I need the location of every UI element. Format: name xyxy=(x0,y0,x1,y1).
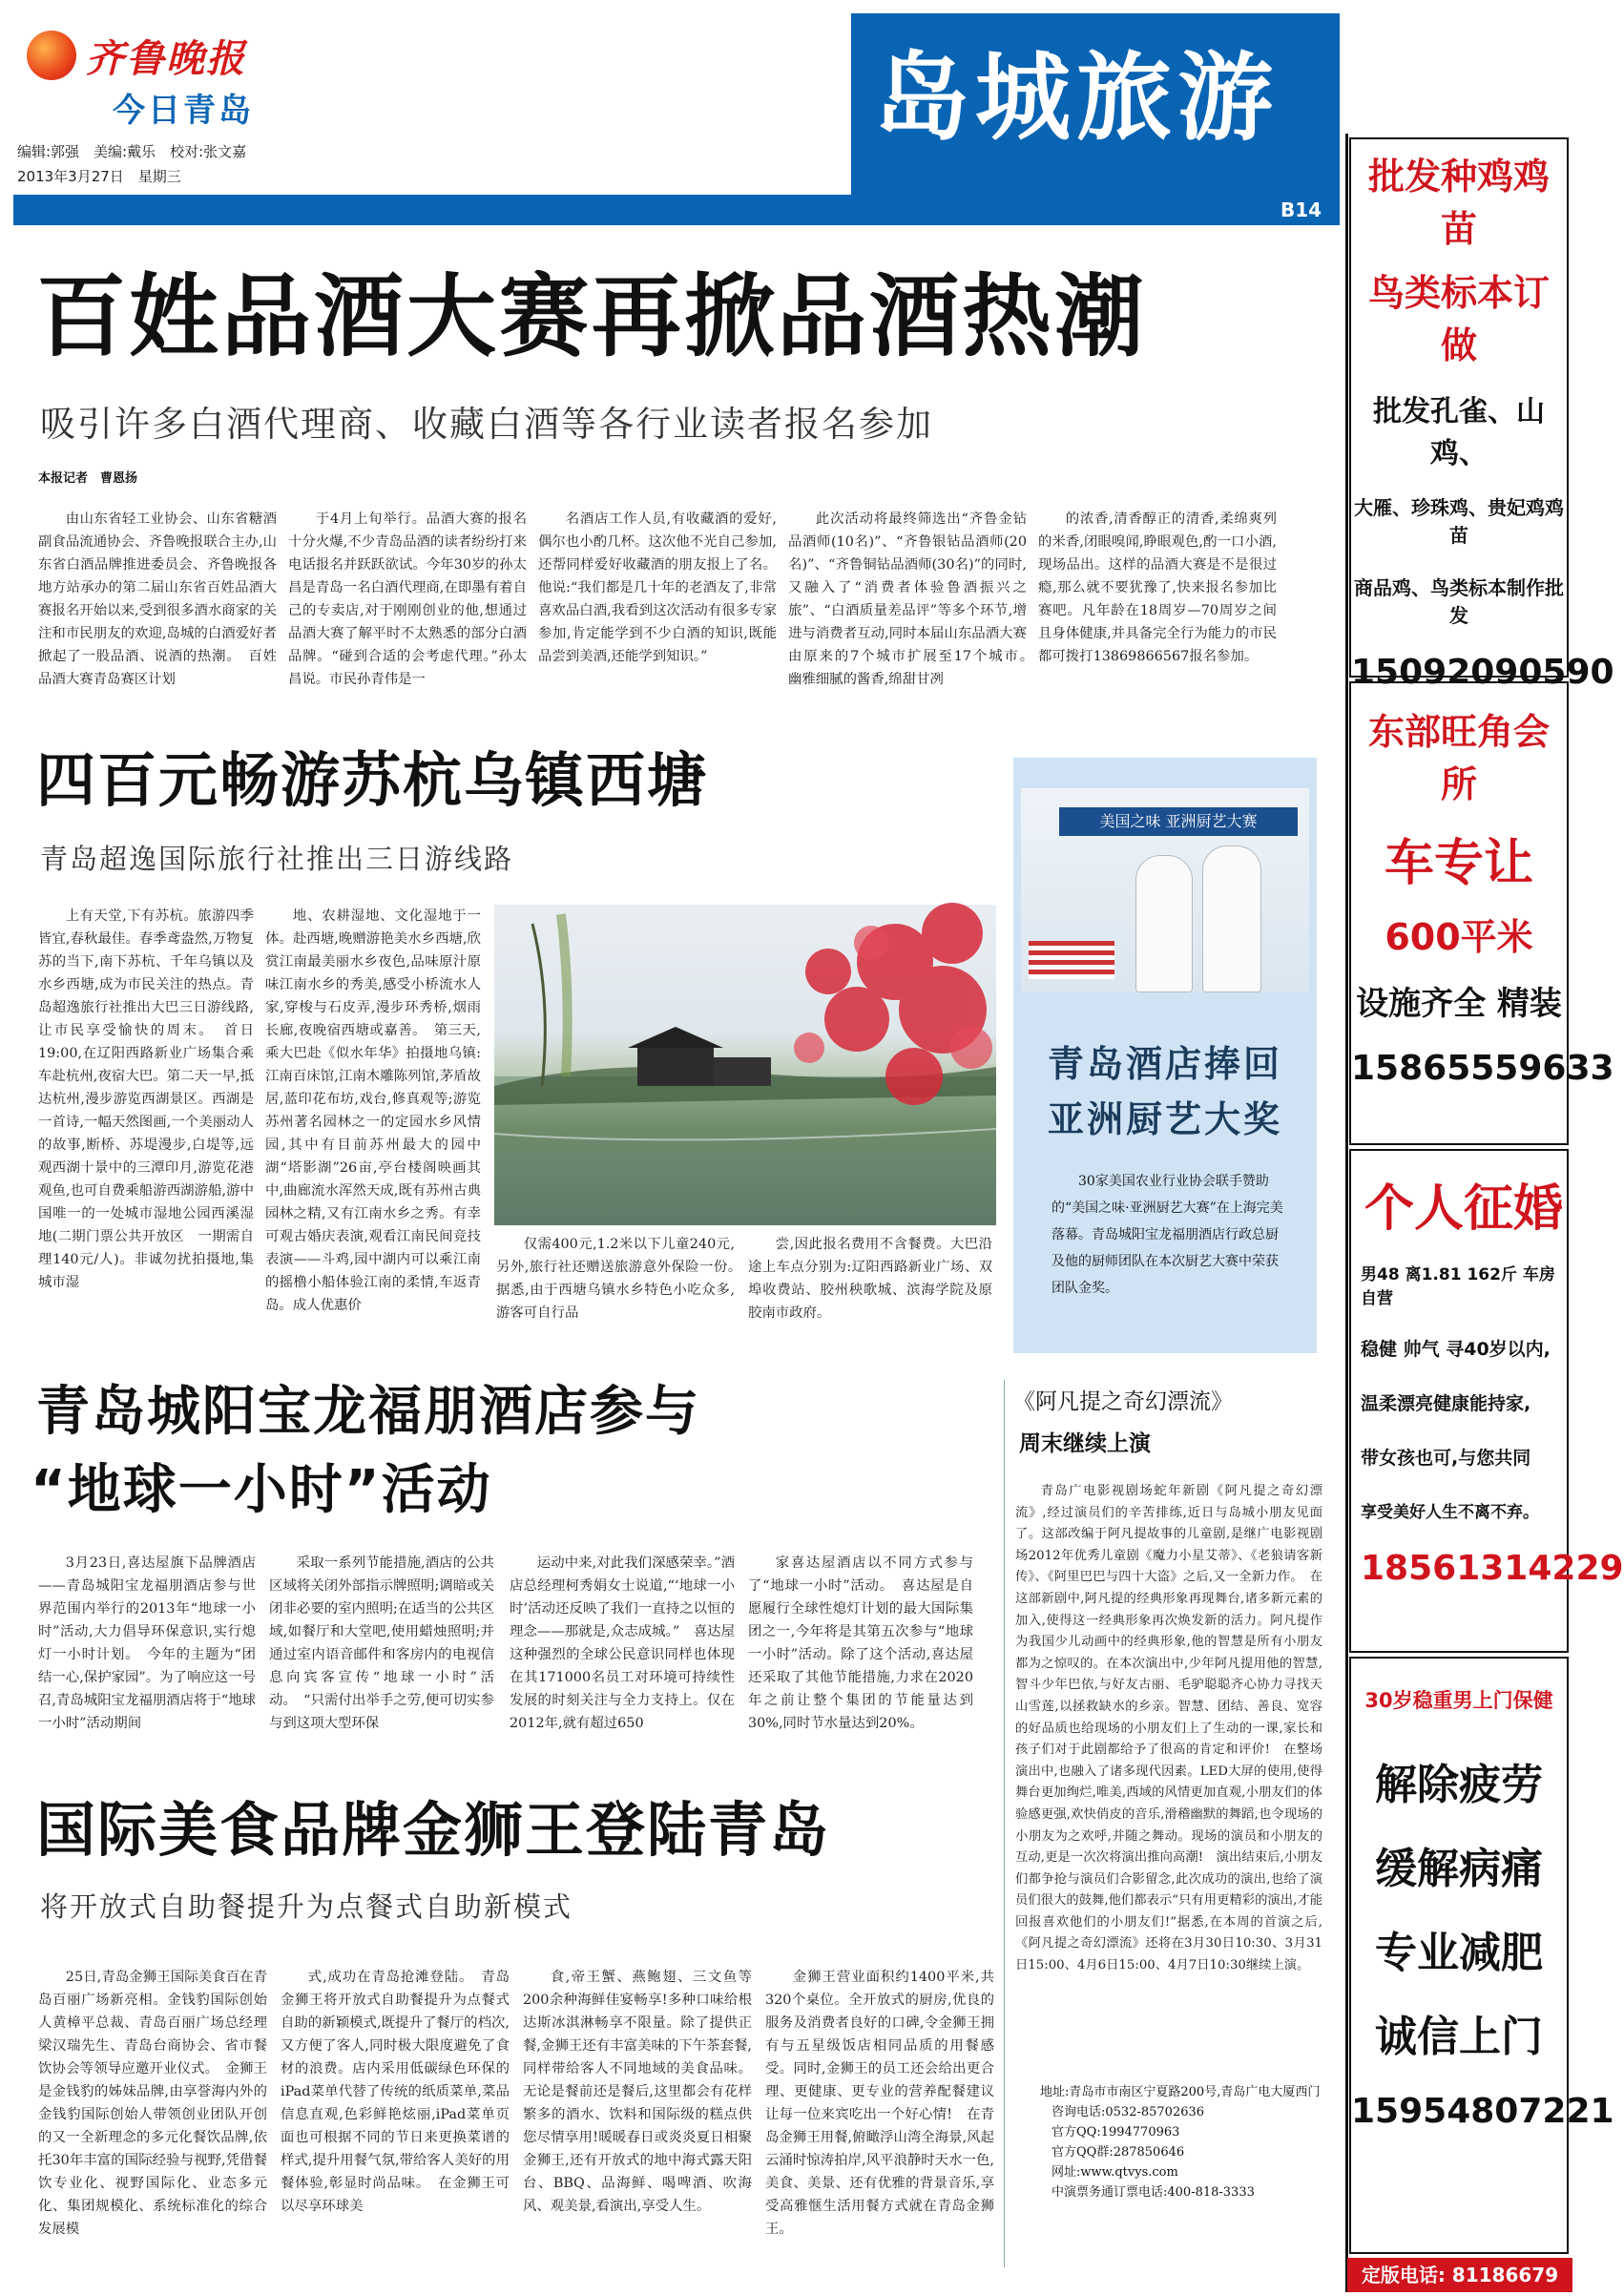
article2-col-3: 仅需400元,1.2米以下儿童240元,另外,旅行社还赠送旅游意外保险一份。 据悉,由于西塘乌镇水乡特色小吃众多,游客可自行品 xyxy=(496,1237,749,1321)
ad-matchmaking-phone: 18561314229 xyxy=(1361,1549,1624,1588)
info-qq: 官方QQ:1994770963 xyxy=(1051,2125,1180,2139)
article5-info xyxy=(1015,2082,1322,2202)
person-right xyxy=(1202,845,1261,992)
flag-stripes xyxy=(1029,941,1114,979)
article2-subheadline: 青岛超逸国际旅行社推出三日游线路 xyxy=(40,843,514,875)
garden-photo xyxy=(494,905,996,1225)
info-address: 地址:青岛市市南区宁夏路200号,青岛广电大厦西门 xyxy=(1040,2085,1321,2099)
ad-poultry-phone: 15092090590 xyxy=(1351,653,1614,692)
award-caption: 30家美国农业行业协会联手赞助的“美国之味·亚洲厨艺大赛”在上海完美落幕。青岛城阳宝龙福朋酒店行政总厨及他的厨师团队在本次厨艺大赛中荣获团队金奖。 xyxy=(1051,1174,1283,1296)
article1-byline: 本报记者 曹恩扬 xyxy=(38,471,138,486)
ad-clubhouse xyxy=(1349,681,1614,1145)
info-ticket-phone: 中演票务通订票电话:400-818-3333 xyxy=(1051,2185,1255,2200)
article1-col-4: 此次活动将最终筛选出“齐鲁金钻品酒师(10名)”、“齐鲁银钻品酒师(20名)”、“齐鲁铜钻品酒师(30名)”的同时,又融入了“消费者体验鲁酒振兴之旅”、“白酒质量差品评”等多个环节,增进与消费者互动,同时本届山东品酒大赛由原来的7个城市扩展至17个城市。 幽雅细腻的酱香,绵甜甘冽 xyxy=(788,511,1041,687)
article3-col-2: 采取一系列节能措施,酒店的公共区域将关闭外部指示牌照明;调暗或关闭非必要的室内照明;在适当的公共区域,如餐厅和大堂吧,使用蜡烛照明;并通过室内语音邮件和客房内的电视信息向宾客宣传“地球一小时”活动。 “只需付出举手之劳,便可切实参与到这项大型环保 xyxy=(269,1555,494,1731)
article3-col-3: 运动中来,对此我们深感荣幸。”酒店总经理柯秀娟女士说道,“‘地球一小时’活动还反映了我们一直持之以恒的理念——那就是,众志成城。” 喜达屋这种强烈的全球公民意识同样也体现在其171000名员工对环境可持续性发展的时刻关注与全力支持上。仅在2012年,就有超过650 xyxy=(510,1555,735,1731)
ad-matchmaking-title: 个人征婚 xyxy=(1364,1180,1563,1238)
article4-subheadline: 将开放式自助餐提升为点餐式自助新模式 xyxy=(40,1890,573,1923)
ad-massage-phone: 15954807221 xyxy=(1351,2092,1614,2131)
ad-clubhouse-line2: 车专让 xyxy=(1384,835,1533,892)
header-rule xyxy=(13,195,1340,225)
ad-footer-text: 定版电话: 81186679 xyxy=(1361,2264,1559,2286)
article5-subheadline: 周末继续上演 xyxy=(1019,1431,1151,1456)
article1-col-5: 的浓香,清香醇正的清香,柔绵爽列的米香,闭眼嗅闻,睁眼观色,酌一口小酒,现场品出。这样的品酒大赛是不是很过瘾,那么就不要犹豫了,快来报名参加比赛吧。凡年龄在18周岁—70周岁之间且身体健康,并具备完全行为能力的市民都可拨打13869866567报名参加。 xyxy=(1038,511,1277,664)
garden-photo-art xyxy=(494,905,996,1225)
article4-col-4: 金狮王营业面积约1400平米,共320个桌位。全开放式的厨房,优良的服务及消费者良好的口碑,令金狮王拥有与五星级饭店相同品质的用餐感受。同时,金狮王的员工还会给出更合理、更健康、更专业的营养配餐建议让每一位来宾吃出一个好心情! 在青岛金狮王用餐,俯瞰浮山湾全海景,风起云涌时惊涛拍岸,风平浪静时天水一色,美食、美景、还有优雅的背景音乐,享受高雅惬生活用餐方式就在青岛金狮王。 xyxy=(765,1970,994,2237)
info-website[interactable]: 网址:www.qtvys.com xyxy=(1051,2165,1178,2180)
article1-col-3: 名酒店工作人员,有收藏酒的爱好,偶尔也小酌几杯。这次他不光自己参加,还帮同样爱好收藏酒的朋友报上了名。他说:“我们都是几十年的老酒友了,非常喜欢品白酒,我看到这次活动有很多专家参加,肯定能学到不少白酒的知识,既能品尝到美酒,还能学到知识。” xyxy=(538,511,777,664)
logo-mark xyxy=(27,31,76,80)
ad-massage-line2: 解除疲劳 xyxy=(1375,1761,1543,1809)
article2-headline: 四百元畅游苏杭乌镇西塘 xyxy=(36,745,709,815)
article1-col-2: 于4月上旬举行。品酒大赛的报名十分火爆,不少青岛品酒的读者纷纷打来电话报名并跃跃欲试。今年30岁的孙太昌是青岛一名白酒代理商,在即墨有着自己的专卖店,对于刚刚创业的他,想通过品酒大赛了解平时不太熟悉的部分白酒品牌。“碰到合适的会考虑代理。”孙太昌说。市民孙青伟是一 xyxy=(288,511,527,687)
ad-poultry-line3: 批发孔雀、山鸡、 xyxy=(1373,395,1545,470)
article3-headline-1: 青岛城阳宝龙福朋酒店参与 xyxy=(36,1381,700,1443)
ad-matchmaking-line1: 男48 离1.81 162斤 车房自营 xyxy=(1361,1265,1555,1308)
article4-headline: 国际美食品牌金狮王登陆青岛 xyxy=(36,1795,831,1865)
issue-date: 2013年3月27日 星期三 xyxy=(17,168,181,185)
award-box xyxy=(1013,758,1317,1353)
ad-poultry xyxy=(1349,137,1614,692)
page-number: B14 xyxy=(1280,198,1322,221)
ad-massage xyxy=(1349,1657,1614,2254)
ad-massage-line5: 诚信上门 xyxy=(1375,2013,1543,2061)
ad-massage-line3: 缓解病痛 xyxy=(1375,1845,1543,1893)
article5-headline: 《阿凡提之奇幻漂流》 xyxy=(1013,1389,1233,1414)
info-phone: 咨询电话:0532-85702636 xyxy=(1051,2105,1205,2119)
article3-col-4: 家喜达屋酒店以不同方式参与了“地球一小时”活动。 喜达屋是自愿履行全球性熄灯计划的最大国际集团之一,今年将是其第五次参与“地球一小时”活动。除了这个活动,喜达屋还采取了其他节能措施,力求在2020年之前让整个集团的节能量达到30%,同时节水量达到20%。 xyxy=(748,1555,973,1731)
ad-matchmaking-line2: 稳健 帅气 寻40岁以内, xyxy=(1361,1339,1551,1360)
article5-body: 青岛广电影视剧场蛇年新剧《阿凡提之奇幻漂流》,经过演员们的辛苦排练,近日与岛城小朋友见面了。这部改编于阿凡提故事的儿童剧,是继广电影视剧场2012年优秀儿童剧《魔力小星艾蒂》、《老狼请客新传》、《阿里巴巴与四十大盗》之后,又一全新力作。 在这部新剧中,阿凡提的经典形象再现舞台,诸多新元素的加入,使得这一经典形象再次焕发新的活力。阿凡提作为我国少儿动画中的经典形象,他的智慧是所有小朋友都为之惊叹的。在本次演出中,少年阿凡提用他的智慧,智斗少年巴依,与好友古丽、毛驴聪聪齐心协力寻找天山雪莲,以拯救缺水的乡亲。智慧、团结、善良、宽容的好品质也给现场的小朋友们上了生动的一课,家长和孩子们对于此剧都给予了很高的肯定和评价! 在整场演出中,也融入了诸多现代因素。LED大屏的使用,使得舞台更加绚烂,唯美,西域的风情更加直观,小朋友们的体验感更强,欢快俏皮的音乐,滑稽幽默的舞蹈,也令现场的小朋友为之欢呼,并随之舞动。现场的演员和小朋友的互动,更是一次次将演出推向高潮! 演出结束后,小朋友们都争抢与演员们合影留念,此次成功的演出,也给了演员们很大的鼓舞,他们都表示“只有用更精彩的演出,才能回报喜欢他们的小朋友们!”据悉,在本周的首演之后,《阿凡提之奇幻漂流》还将在3月30日10:30、3月31日15:00、4月6日15:00、4月7日10:30继续上演。 xyxy=(1015,1484,1322,1973)
ad-matchmaking xyxy=(1349,1149,1624,1653)
person-left xyxy=(1135,855,1193,992)
article3-headline-2: “地球一小时”活动 xyxy=(31,1459,492,1521)
staff-credits: 编辑:郭强 美编:戴乐 校对:张文嘉 xyxy=(17,143,247,160)
article4-col-2: 式,成功在青岛抢滩登陆。 青岛金狮王将开放式自助餐提升为点餐式自助的新颖模式,既提升了餐厅的档次,又方便了客人,同时极大限度避免了食材的浪费。店内采用低碳绿色环保的iPad菜单代替了传统的纸质菜单,菜品信息直观,色彩鲜艳炫丽,iPad菜单页面也可根据不同的节日来更换菜谱的样式,提升用餐气氛,带给客人美好的用餐体验,彰显时尚品味。 在金狮王可以尽享环球美 xyxy=(281,1970,510,2214)
info-qq-group: 官方QQ群:287850646 xyxy=(1051,2145,1185,2160)
ad-clubhouse-phone: 15865559633 xyxy=(1351,1049,1614,1088)
award-headline-2: 亚洲厨艺大奖 xyxy=(1047,1098,1282,1140)
article2-col-2: 地、农耕湿地、文化湿地于一体。赴西塘,晚赠游艳美水乡西塘,欣赏江南最美丽水乡夜色,品味原汁原味江南水乡的秀美,感受小桥流水人家,穿梭与石皮弄,漫步环秀桥,烟雨长廊,夜晚宿西塘或嘉善。 第三天,乘大巴赴《似水年华》拍摄地乌镇:江南百床馆,江南木雕陈列馆,茅盾故居,蓝印花布坊,戏台,修真观等;游览苏州著名园林之一的定园水乡风情园,其中有目前苏州最大的园中湖“塔影湖”26亩,亭台楼阁映画其中,曲廊流水浑然天成,既有苏州古典园林之精,又有江南水乡之秀。有幸可观古婚庆表演,观看江南民间竞技表演——斗鸡,园中湖内可以乘江南的摇橹小船体验江南的柔情,车返青岛。成人优惠价 xyxy=(265,908,481,1313)
ad-poultry-line2: 鸟类标本订做 xyxy=(1367,272,1550,366)
article2-col-1: 上有天堂,下有苏杭。旅游四季皆宜,春秋最佳。春季鸢盎然,万物复苏的当下,南下苏杭、千年乌镇以及水乡西塘,成为市民关注的热点。青岛超逸旅行社推出大巴三日游线路,让市民享受愉快的周末。 首日19:00,在辽阳西路新业广场集合乘车赴杭州,夜宿大巴。第二天一早,抵达杭州,漫步游览西湖景区。西湖是一首诗,一幅天然图画,一个美丽动人的故事,断桥、苏堤漫步,白堤等,远观西湖十景中的三潭印月,游览花港观鱼,也可自费乘船游西湖游船,游中国唯一的一处城市湿地公园西溪湿地(二期门票公共开放区 一期需自理140元/人)。非诚勿扰拍摄地,集城市湿 xyxy=(38,908,254,1290)
section-banner xyxy=(851,13,1340,195)
article4-col-1: 25日,青岛金狮王国际美食百在青岛百丽广场新亮相。金钱豹国际创始人黄樟平总裁、青岛百丽广场总经理梁汉瑞先生、青岛台商协会、省市餐饮协会等领导应邀开业仪式。 金狮王是金钱豹的姊妹品牌,由享誉海内外的金钱豹国际创始人带领创业团队开创的又一全新理念的多元化餐饮品牌,依托30年丰富的国际经验与视野,凭借餐饮专业化、视野国际化、业态多元化、集团规模化、系统标准化的综合发展模 xyxy=(38,1970,267,2237)
section-title: 岛城旅游 xyxy=(874,42,1279,154)
ad-poultry-line4: 大雁、珍珠鸡、贵妃鸡鸡苗 xyxy=(1354,496,1564,547)
ad-matchmaking-line3: 温柔漂亮健康能持家, xyxy=(1361,1393,1531,1414)
ad-massage-line1: 30岁稳重男上门保健 xyxy=(1364,1689,1553,1712)
ad-poultry-line1: 批发种鸡鸡苗 xyxy=(1367,156,1550,250)
edition-name: 今日青岛 xyxy=(113,92,254,130)
ad-massage-line4: 专业减肥 xyxy=(1375,1929,1543,1977)
article1-subheadline: 吸引许多白酒代理商、收藏白酒等各行业读者报名参加 xyxy=(40,404,933,445)
article1-headline: 百姓品酒大赛再掀品酒热潮 xyxy=(36,265,1148,369)
article5-divider xyxy=(1004,1380,1005,2267)
article4-col-3: 食,帝王蟹、燕鲍翅、三文鱼等200余种海鲜佳宴畅享!多种口味给根达斯冰淇淋畅享不限量。除了提供正餐,金狮王还有丰富美味的下午茶套餐,同样带给客人不同地域的美食品味。无论是餐前还是餐后,这里都会有花样繁多的酒水、饮料和国际级的糕点供您尽情享用!暖暖春日或炎炎夏日相聚金狮王,还有开放式的地中海式露天阳台、BBQ、品海鲜、喝啤酒、吹海风、观美景,看演出,享受人生。 xyxy=(523,1970,752,2214)
award-photo xyxy=(1021,788,1309,992)
ad-clubhouse-line1: 东部旺角会所 xyxy=(1367,711,1550,805)
paper-name: 齐鲁晚报 xyxy=(86,36,246,81)
ad-footer-bar xyxy=(1347,2258,1572,2292)
article3-col-1: 3月23日,喜达屋旗下品牌酒店——青岛城阳宝龙福朋酒店参与世界范围内举行的2013年“地球一小时”活动,大力倡导环保意识,实行熄灯一小时计划。 今年的主题为“团结一心,保护家园”。为了响应这一号召,青岛城阳宝龙福朋酒店将于“地球一小时”活动期间 xyxy=(38,1555,256,1731)
award-headline-1: 青岛酒店捧回 xyxy=(1047,1043,1282,1085)
award-photo-banner: 美国之味 亚洲厨艺大赛 xyxy=(1059,807,1298,836)
article2-col-4: 尝,因此报名费用不含餐费。大巴沿途上车点分别为:辽阳西路新业广场、双埠收费站、胶州秧歌城、滨海学院及原胶南市政府。 xyxy=(748,1237,992,1321)
ad-matchmaking-line4: 带女孩也可,与您共同 xyxy=(1361,1448,1531,1469)
ad-poultry-line5: 商品鸡、鸟类标本制作批发 xyxy=(1354,576,1564,627)
ad-clubhouse-line3: 600平米 xyxy=(1385,916,1533,958)
article1-col-1: 由山东省轻工业协会、山东省糖酒副食品流通协会、齐鲁晚报联合主办,山东省白酒品牌推进委员会、齐鲁晚报各地方站承办的第二届山东省百姓品酒大赛报名开始以来,受到很多酒水商家的关注和市民朋友的欢迎,岛城的白酒爱好者掀起了一股品酒、说酒的热潮。 百姓品酒大赛青岛赛区计划 xyxy=(38,511,277,687)
ad-clubhouse-line4: 设施齐全 精装 xyxy=(1356,985,1562,1023)
ad-matchmaking-line5: 享受美好人生不离不弃。 xyxy=(1361,1503,1539,1522)
